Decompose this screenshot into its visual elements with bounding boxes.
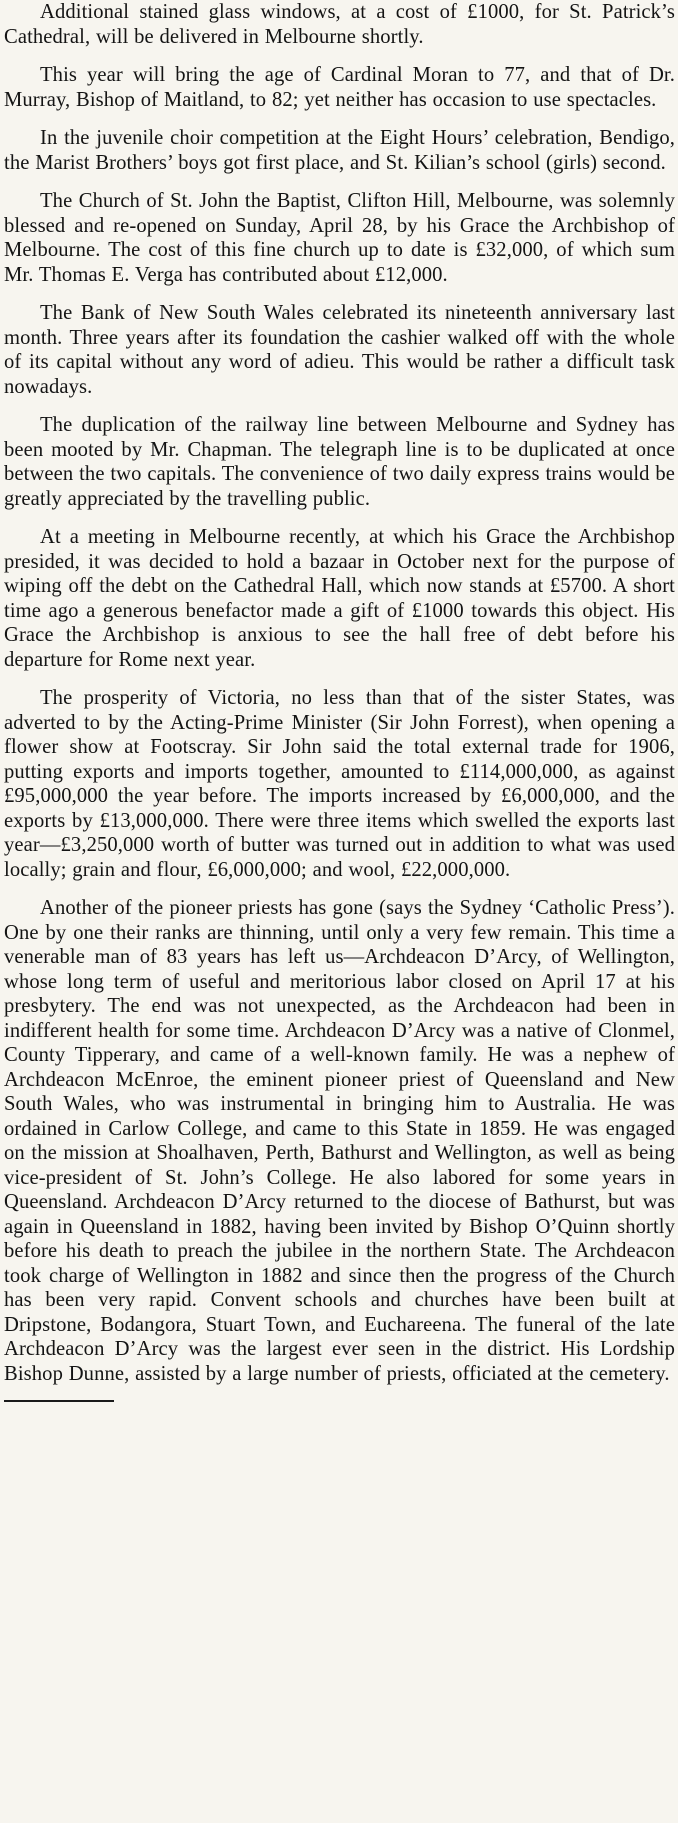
news-item-railway-duplication: The duplication of the railway line between Melbourne and Sydney has been mooted by Mr. Chapman. The telegraph line is to be duplicated at once between the two capitals. The convenience of two daily express trains would be greatly appreciated by the travelling public. [4, 414, 675, 510]
news-item-bank-anniversary: The Bank of New South Wales celebrated its nineteenth anniversary last month. Three years after its foundation the cashier walked off with the whole of its capital without any word of adieu. This would be rather a difficult task nowadays. [4, 302, 675, 398]
news-item-choir-competition: In the juvenile choir competition at the Eight Hours’ celebration, Bendigo, the Marist Brothers’ boys got first place, and St. Kilian’s school (girls) second. [4, 127, 675, 174]
column-end-rule [4, 1400, 114, 1402]
news-item-victoria-prosperity: The prosperity of Victoria, no less than that of the sister States, was adverted to by the Acting-Prime Minister (Sir John Forrest), when opening a flower show at Footscray. Sir John said the total external trade for 1906, putting exports and imports together, amounted to £114,000,000, as against £95,000,000 the year before. The imports increased by £6,000,000, and the exports by £13,000,000. There were three items which swelled the exports last year—£3,250,000 worth of butter was turned out in addition to what was used locally; grain and flour, £6,000,000; and wool, £22,000,000. [4, 687, 675, 881]
news-item-archdeacon-obituary: Another of the pioneer priests has gone (says the Sydney ‘Catholic Press’). One by one their ranks are thinning, until only a very few remain. This time a venerable man of 83 years has left us—Archdeacon D’Arcy, of Wellington, whose long term of useful and meritorious labor closed on April 17 at his presbytery. The end was not unexpected, as the Archdeacon had been in indifferent health for some time. Archdeacon D’Arcy was a native of Clonmel, County Tipperary, and came of a well-known family. He was a nephew of Archdeacon McEnroe, the eminent pioneer priest of Queensland and New South Wales, who was instrumental in bringing him to Australia. He was ordained in Carlow College, and came to this State in 1859. He was engaged on the mission at Shoalhaven, Perth, Bathurst and Wellington, as well as being vice-president of St. John’s College. He also labored for some years in Queensland. Archdeacon D’Arcy returned to the diocese of Bathurst, but was again in Queensland in 1882, having been invited by Bishop O’Quinn shortly before his death to preach the jubilee in the northern State. The Archdeacon took charge of Wellington in 1882 and since then the progress of the Church has been very rapid. Convent schools and churches have been built at Dripstone, Bodangora, Stuart Town, and Euchareena. The funeral of the late Archdeacon D’Arcy was the largest ever seen in the district. His Lordship Bishop Dunne, assisted by a large number of priests, officiated at the cemetery. [4, 897, 675, 1385]
news-item-church-blessing: The Church of St. John the Baptist, Clifton Hill, Melbourne, was solemnly blessed and re-opened on Sunday, April 28, by his Grace the Archbishop of Melbourne. The cost of this fine church up to date is £32,000, of which sum Mr. Thomas E. Verga has contributed about £12,000. [4, 190, 675, 286]
news-item-cathedral-bazaar: At a meeting in Melbourne recently, at which his Grace the Archbishop presided, it was decided to hold a bazaar in October next for the purpose of wiping off the debt on the Cathedral Hall, which now stands at £5700. A short time ago a generous benefactor made a gift of £1000 towards this object. His Grace the Archbishop is anxious to see the hall free of debt before his departure for Rome next year. [4, 526, 675, 671]
news-item-stained-glass: Additional stained glass windows, at a cost of £1000, for St. Patrick’s Cathedral, will be delivered in Melbourne shortly. [4, 1, 675, 48]
news-item-spectacles: This year will bring the age of Cardinal Moran to 77, and that of Dr. Murray, Bishop of Maitland, to 82; yet neither has occasion to use spectacles. [4, 64, 675, 111]
